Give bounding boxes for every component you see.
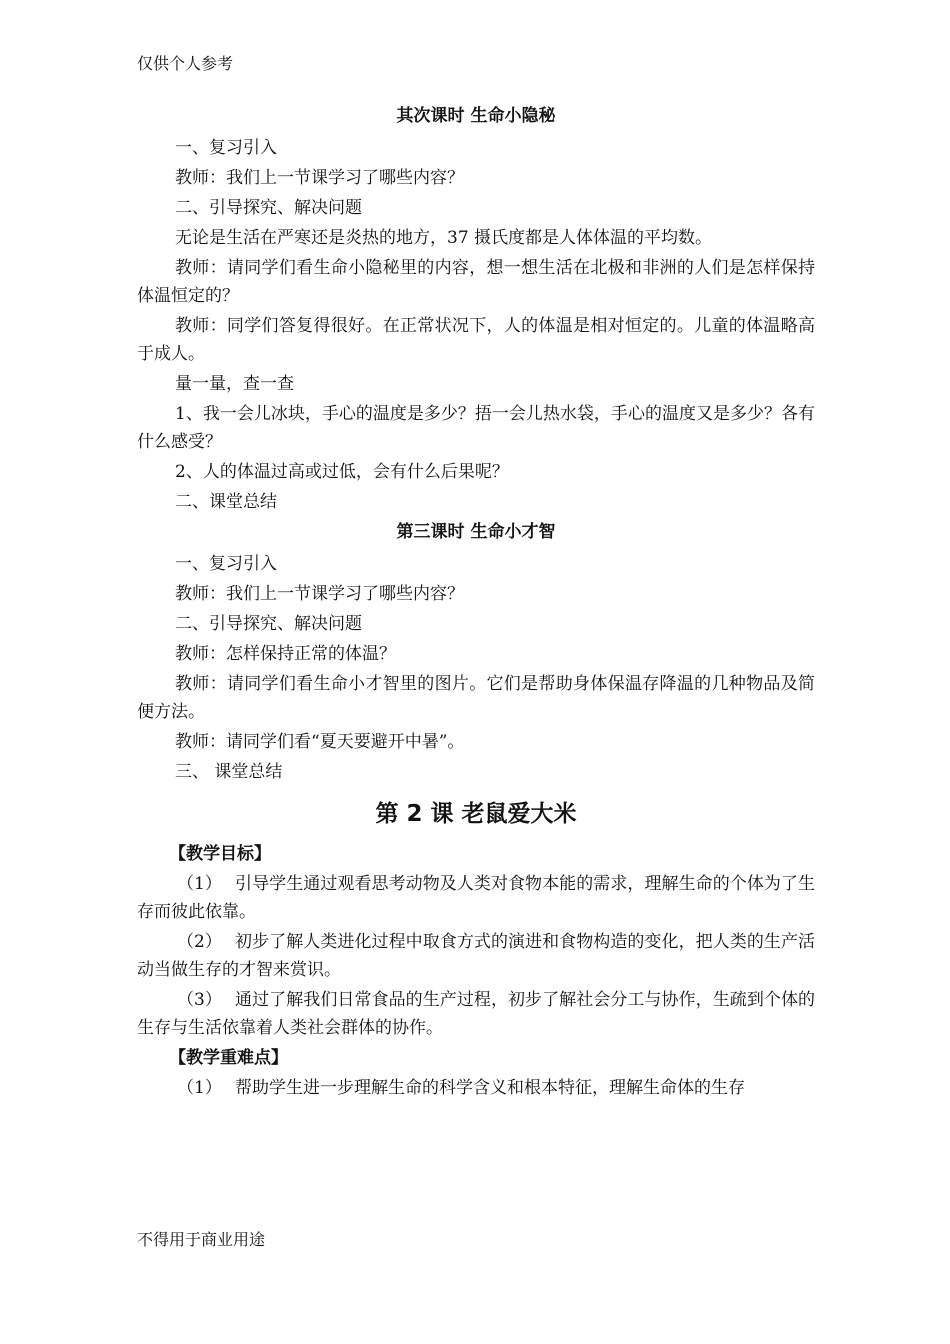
paragraph: 2、人的体温过高或过低，会有什么后果呢？ (175, 462, 509, 482)
section-title-lesson-2: 其次课时 生命小隐秘 (396, 106, 556, 126)
footer-note: 不得用于商业用途 (137, 1230, 266, 1249)
paragraph: 1、我一会儿冰块，手心的温度是多少？捂一会儿热水袋，手心的温度又是多少？各有什么感受？ (137, 404, 815, 452)
document-body (137, 102, 815, 1104)
objectives-list (137, 870, 815, 1042)
paragraph: 教师：请同学们看“夏天要避开中暑”。 (175, 732, 465, 752)
lesson-title: 第 2 课 老鼠爱大米 (375, 801, 577, 827)
objective-item (137, 928, 815, 984)
paragraph: 量一量，查一查 (175, 374, 294, 394)
paragraph: 二、引导探究、解决问题 (175, 198, 362, 218)
paragraph: 三、 课堂总结 (175, 762, 283, 782)
paragraph: 教师：我们上一节课学习了哪些内容？ (175, 168, 464, 188)
paragraph: 一、复习引入 (175, 138, 277, 158)
item-number: （2） (177, 932, 222, 952)
item-text: 帮助学生进一步理解生命的科学含义和根本特征，理解生命体的生存 (235, 1078, 745, 1098)
paragraph: 教师：怎样保持正常的体温？ (175, 644, 396, 664)
paragraph: 教师：请同学们看生命小才智里的图片。它们是帮助身体保温存降温的几种物品及简便方法。 (137, 674, 815, 722)
section-body-lesson-2 (137, 134, 815, 516)
header-note: 仅供个人参考 (137, 54, 234, 73)
objectives-heading: 【教学目标】 (169, 844, 271, 864)
item-text: 通过了解我们日常食品的生产过程，初步了解社会分工与协作，生疏到个体的生存与生活依靠着人类社会群体的协作。 (137, 990, 815, 1038)
paragraph: 二、引导探究、解决问题 (175, 614, 362, 634)
objective-item (137, 870, 815, 926)
key-points-heading: 【教学重难点】 (169, 1048, 288, 1068)
item-text: 初步了解人类进化过程中取食方式的演进和食物构造的变化，把人类的生产活动当做生存的才智来赏识。 (137, 932, 815, 980)
paragraph: 无论是生活在严寒还是炎热的地方，37 摄氏度都是人体体温的平均数。 (175, 228, 713, 248)
item-number: （1） (177, 874, 222, 894)
key-point-item (137, 1074, 815, 1102)
item-number: （1） (177, 1078, 222, 1098)
paragraph: 教师：我们上一节课学习了哪些内容？ (175, 584, 464, 604)
paragraph: 教师：同学们答复得很好。在正常状况下，人的体温是相对恒定的。儿童的体温略高于成人。 (137, 316, 815, 364)
paragraph: 一、复习引入 (175, 554, 277, 574)
paragraph: 二、课堂总结 (175, 492, 277, 512)
section-title-lesson-3: 第三课时 生命小才智 (396, 522, 556, 542)
item-text: 引导学生通过观看思考动物及人类对食物本能的需求，理解生命的个体为了生存而彼此依靠。 (137, 874, 815, 922)
item-number: （3） (177, 990, 222, 1010)
section-body-lesson-3 (137, 550, 815, 786)
paragraph: 教师：请同学们看生命小隐秘里的内容，想一想生活在北极和非洲的人们是怎样保持体温恒定的？ (137, 258, 815, 306)
objective-item (137, 986, 815, 1042)
key-points-list (137, 1074, 815, 1102)
